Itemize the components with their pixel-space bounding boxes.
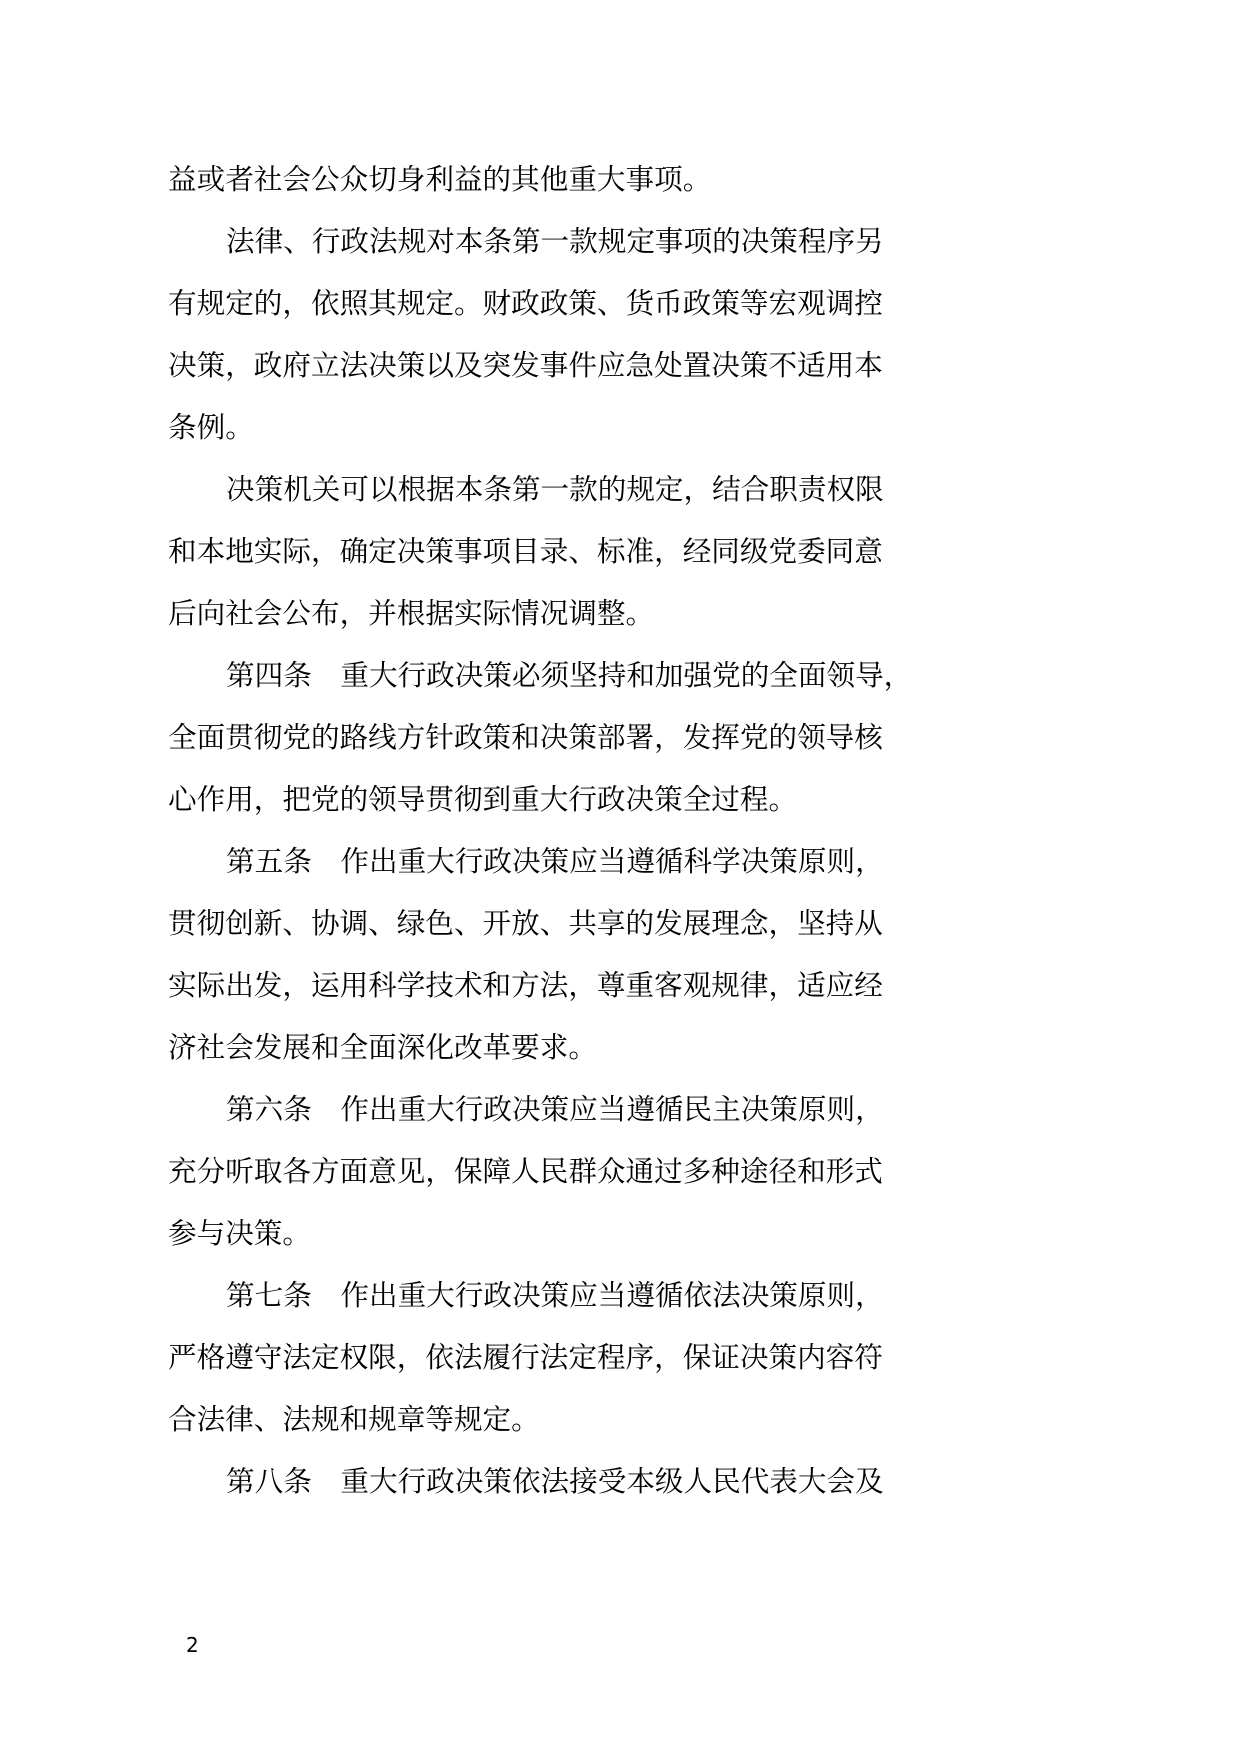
text-line: 严格遵守法定权限，依法履行法定程序，保证决策内容符 — [168, 1340, 883, 1374]
text-line: 贯彻创新、协调、绿色、开放、共享的发展理念，坚持从 — [168, 906, 883, 940]
text-line: 合法律、法规和规章等规定。 — [168, 1402, 540, 1436]
document-body — [168, 148, 948, 1512]
text-line: 决策机关可以根据本条第一款的规定，结合职责权限 — [226, 472, 884, 506]
article-5-heading-line: 第五条 作出重大行政决策应当遵循科学决策原则， — [226, 844, 884, 878]
text-line: 充分听取各方面意见，保障人民群众通过多种途径和形式 — [168, 1154, 883, 1188]
article-4-heading-line: 第四条 重大行政决策必须坚持和加强党的全面领导， — [226, 658, 913, 692]
article-6-heading-line: 第六条 作出重大行政决策应当遵循民主决策原则， — [226, 1092, 884, 1126]
text-line: 益或者社会公众切身利益的其他重大事项。 — [168, 162, 712, 196]
text-line: 济社会发展和全面深化改革要求。 — [168, 1030, 597, 1064]
text-line: 和本地实际，确定决策事项目录、标准，经同级党委同意 — [168, 534, 883, 568]
text-line: 条例。 — [168, 410, 254, 444]
text-line: 心作用，把党的领导贯彻到重大行政决策全过程。 — [168, 782, 798, 816]
text-line: 后向社会公布，并根据实际情况调整。 — [168, 596, 655, 630]
text-line: 决策，政府立法决策以及突发事件应急处置决策不适用本 — [168, 348, 883, 382]
text-line: 有规定的，依照其规定。财政政策、货币政策等宏观调控 — [168, 286, 883, 320]
text-line: 全面贯彻党的路线方针政策和决策部署，发挥党的领导核 — [168, 720, 883, 754]
text-line: 实际出发，运用科学技术和方法，尊重客观规律，适应经 — [168, 968, 883, 1002]
article-7-heading-line: 第七条 作出重大行政决策应当遵循依法决策原则， — [226, 1278, 884, 1312]
article-8-heading-line: 第八条 重大行政决策依法接受本级人民代表大会及 — [226, 1464, 884, 1498]
text-line: 参与决策。 — [168, 1216, 311, 1250]
page-number: 2 — [186, 1633, 199, 1657]
text-line: 法律、行政法规对本条第一款规定事项的决策程序另 — [226, 224, 884, 258]
